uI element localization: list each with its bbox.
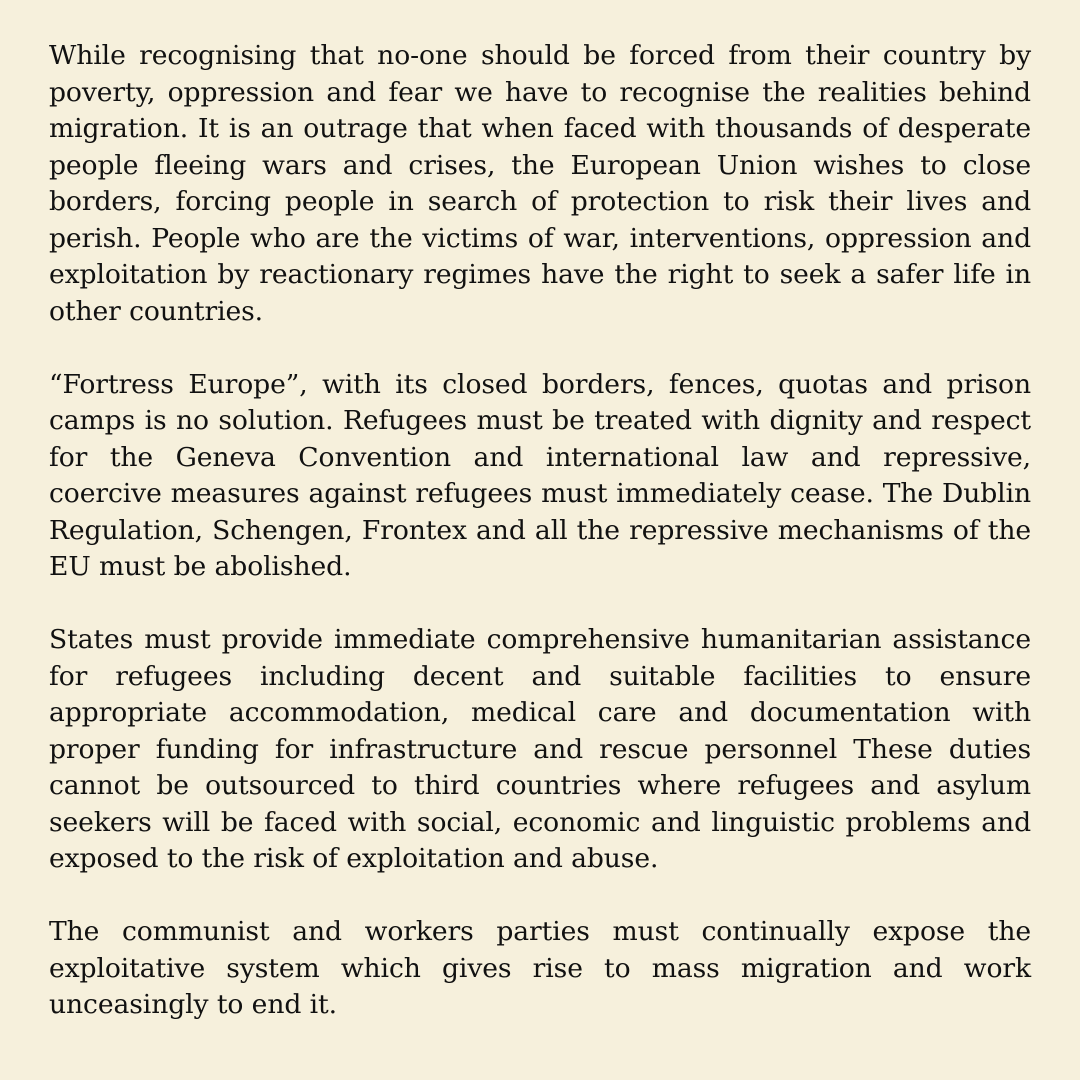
paragraph-3: States must provide immediate comprehensive humanitarian assistance for refugees including decent and suitable facilities to ensure appropriate accommodation, medical care and documentation with proper funding for infrastructure and rescue personnel These duties cannot be outsourced to third countries where refugees and asylum seekers will be faced with social, economic and linguistic problems and exposed to the risk of exploitation and abuse. <box>49 624 1031 874</box>
document-body <box>49 38 1031 1024</box>
paragraph-4: The communist and workers parties must continually expose the exploitative system which gives rise to mass migration and work unceasingly to end it. <box>49 916 1031 1020</box>
paragraph-1: While recognising that no-one should be forced from their country by poverty, oppression and fear we have to recognise the realities behind migration. It is an outrage that when faced with thousands of desperate people fleeing wars and crises, the European Union wishes to close borders, forcing people in search of protection to risk their lives and perish. People who are the victims of war, interventions, oppression and exploitation by reactionary regimes have the right to seek a safer life in other countries. <box>49 40 1031 327</box>
paragraph-2: “Fortress Europe”, with its closed borders, fences, quotas and prison camps is no solution. Refugees must be treated with dignity and respect for the Geneva Convention and international law and repressive, coercive measures against refugees must immediately cease. The Dublin Regulation, Schengen, Frontex and all the repressive mechanisms of the EU must be abolished. <box>49 368 1031 582</box>
